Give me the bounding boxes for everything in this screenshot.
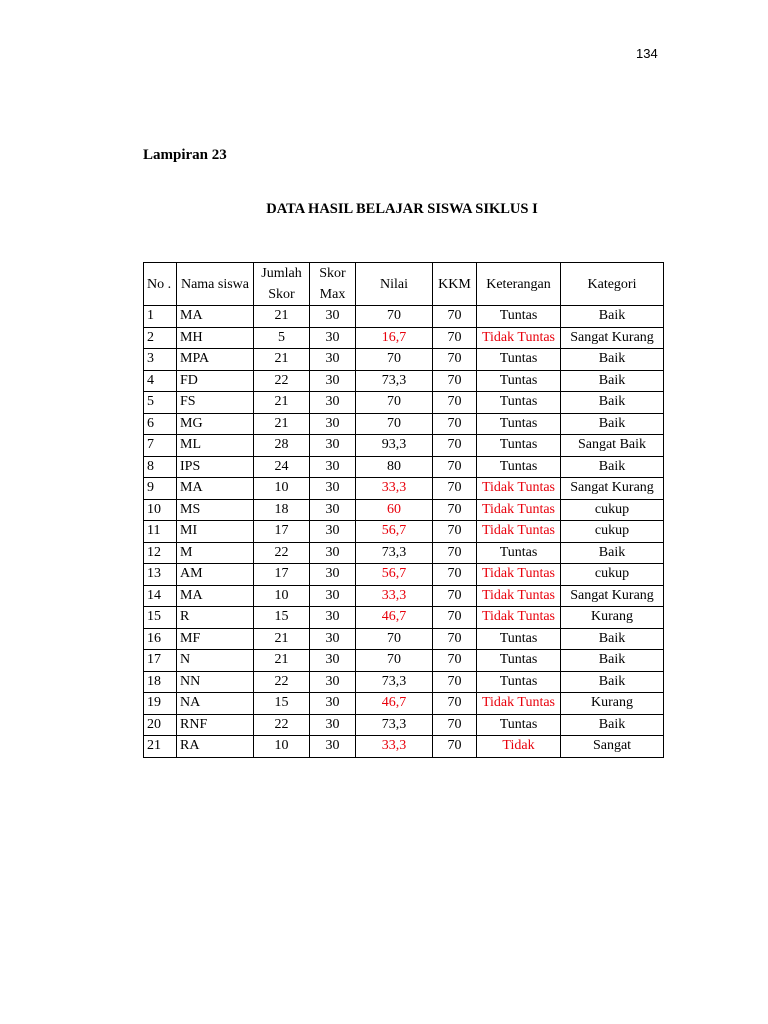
- cell-no: 1: [144, 306, 177, 328]
- cell-kkm: 70: [433, 349, 477, 371]
- cell-nilai: 33,3: [356, 585, 433, 607]
- cell-nama-siswa: ML: [177, 435, 254, 457]
- cell-no: 12: [144, 542, 177, 564]
- cell-jumlah-skor: 10: [254, 585, 310, 607]
- cell-kategori: Baik: [561, 413, 664, 435]
- header-skor-max: Skor Max: [310, 263, 356, 306]
- cell-skor-max: 30: [310, 650, 356, 672]
- cell-keterangan: Tuntas: [477, 435, 561, 457]
- cell-kkm: 70: [433, 435, 477, 457]
- cell-kategori: cukup: [561, 521, 664, 543]
- cell-kategori: Baik: [561, 714, 664, 736]
- table-row: [144, 349, 664, 371]
- document-title: DATA HASIL BELAJAR SISWA SIKLUS I: [266, 201, 538, 217]
- cell-no: 8: [144, 456, 177, 478]
- table-row: [144, 413, 664, 435]
- cell-kategori: Baik: [561, 650, 664, 672]
- cell-kkm: 70: [433, 650, 477, 672]
- cell-keterangan: Tuntas: [477, 628, 561, 650]
- table-row: [144, 650, 664, 672]
- cell-nilai: 73,3: [356, 542, 433, 564]
- cell-nilai: 73,3: [356, 370, 433, 392]
- cell-no: 6: [144, 413, 177, 435]
- cell-nilai: 33,3: [356, 736, 433, 758]
- cell-kkm: 70: [433, 327, 477, 349]
- cell-skor-max: 30: [310, 435, 356, 457]
- cell-kkm: 70: [433, 521, 477, 543]
- cell-skor-max: 30: [310, 521, 356, 543]
- cell-kkm: 70: [433, 564, 477, 586]
- cell-nama-siswa: MA: [177, 306, 254, 328]
- cell-jumlah-skor: 15: [254, 693, 310, 715]
- cell-no: 5: [144, 392, 177, 414]
- cell-skor-max: 30: [310, 542, 356, 564]
- cell-keterangan: Tidak: [477, 736, 561, 758]
- header-nilai: Nilai: [356, 263, 433, 306]
- cell-nama-siswa: FS: [177, 392, 254, 414]
- cell-keterangan: Tuntas: [477, 306, 561, 328]
- cell-jumlah-skor: 17: [254, 564, 310, 586]
- cell-nilai: 70: [356, 413, 433, 435]
- cell-kkm: 70: [433, 306, 477, 328]
- table-row: [144, 521, 664, 543]
- cell-nama-siswa: AM: [177, 564, 254, 586]
- cell-skor-max: 30: [310, 370, 356, 392]
- cell-nama-siswa: NN: [177, 671, 254, 693]
- cell-jumlah-skor: 17: [254, 521, 310, 543]
- cell-kategori: Baik: [561, 456, 664, 478]
- cell-keterangan: Tuntas: [477, 542, 561, 564]
- table-row: [144, 736, 664, 758]
- cell-keterangan: Tuntas: [477, 370, 561, 392]
- cell-nama-siswa: MS: [177, 499, 254, 521]
- cell-nilai: 80: [356, 456, 433, 478]
- cell-jumlah-skor: 22: [254, 671, 310, 693]
- cell-kkm: 70: [433, 413, 477, 435]
- cell-jumlah-skor: 15: [254, 607, 310, 629]
- cell-keterangan: Tuntas: [477, 671, 561, 693]
- appendix-label: Lampiran 23: [143, 147, 227, 163]
- table-row: [144, 564, 664, 586]
- cell-kkm: 70: [433, 542, 477, 564]
- cell-skor-max: 30: [310, 499, 356, 521]
- cell-jumlah-skor: 22: [254, 542, 310, 564]
- table-row: [144, 306, 664, 328]
- cell-no: 16: [144, 628, 177, 650]
- cell-kkm: 70: [433, 585, 477, 607]
- cell-skor-max: 30: [310, 693, 356, 715]
- cell-skor-max: 30: [310, 327, 356, 349]
- cell-keterangan: Tuntas: [477, 456, 561, 478]
- table-row: [144, 542, 664, 564]
- header-nama-siswa: Nama siswa: [177, 263, 254, 306]
- cell-kategori: Sangat Baik: [561, 435, 664, 457]
- cell-keterangan: Tidak Tuntas: [477, 585, 561, 607]
- cell-skor-max: 30: [310, 413, 356, 435]
- header-keterangan: Keterangan: [477, 263, 561, 306]
- cell-no: 15: [144, 607, 177, 629]
- cell-nama-siswa: RNF: [177, 714, 254, 736]
- cell-jumlah-skor: 24: [254, 456, 310, 478]
- cell-nama-siswa: MPA: [177, 349, 254, 371]
- cell-nilai: 56,7: [356, 564, 433, 586]
- cell-no: 4: [144, 370, 177, 392]
- cell-kkm: 70: [433, 671, 477, 693]
- cell-kategori: Baik: [561, 349, 664, 371]
- cell-kkm: 70: [433, 693, 477, 715]
- table-row: [144, 456, 664, 478]
- table-row: [144, 499, 664, 521]
- cell-nilai: 46,7: [356, 607, 433, 629]
- cell-no: 10: [144, 499, 177, 521]
- cell-keterangan: Tuntas: [477, 413, 561, 435]
- cell-nama-siswa: N: [177, 650, 254, 672]
- cell-jumlah-skor: 21: [254, 392, 310, 414]
- cell-no: 3: [144, 349, 177, 371]
- cell-skor-max: 30: [310, 392, 356, 414]
- cell-nilai: 16,7: [356, 327, 433, 349]
- cell-no: 18: [144, 671, 177, 693]
- cell-no: 11: [144, 521, 177, 543]
- cell-skor-max: 30: [310, 349, 356, 371]
- cell-nama-siswa: MG: [177, 413, 254, 435]
- page-number: 134: [636, 46, 658, 61]
- cell-keterangan: Tuntas: [477, 650, 561, 672]
- cell-nilai: 70: [356, 628, 433, 650]
- cell-jumlah-skor: 10: [254, 736, 310, 758]
- cell-skor-max: 30: [310, 306, 356, 328]
- cell-jumlah-skor: 10: [254, 478, 310, 500]
- cell-kategori: Baik: [561, 392, 664, 414]
- cell-nilai: 70: [356, 306, 433, 328]
- cell-kkm: 70: [433, 714, 477, 736]
- cell-skor-max: 30: [310, 585, 356, 607]
- cell-kategori: Kurang: [561, 607, 664, 629]
- cell-kategori: cukup: [561, 499, 664, 521]
- cell-jumlah-skor: 21: [254, 349, 310, 371]
- cell-jumlah-skor: 22: [254, 714, 310, 736]
- cell-no: 7: [144, 435, 177, 457]
- cell-kategori: Kurang: [561, 693, 664, 715]
- cell-nama-siswa: MI: [177, 521, 254, 543]
- table-row: [144, 693, 664, 715]
- cell-skor-max: 30: [310, 736, 356, 758]
- cell-nilai: 56,7: [356, 521, 433, 543]
- cell-skor-max: 30: [310, 478, 356, 500]
- cell-kkm: 70: [433, 628, 477, 650]
- cell-kkm: 70: [433, 499, 477, 521]
- cell-no: 21: [144, 736, 177, 758]
- table-row: [144, 327, 664, 349]
- table-row: [144, 585, 664, 607]
- cell-keterangan: Tuntas: [477, 714, 561, 736]
- cell-nama-siswa: MH: [177, 327, 254, 349]
- table-row: [144, 607, 664, 629]
- table-row: [144, 628, 664, 650]
- cell-nilai: 73,3: [356, 714, 433, 736]
- cell-nilai: 73,3: [356, 671, 433, 693]
- cell-keterangan: Tidak Tuntas: [477, 693, 561, 715]
- cell-kkm: 70: [433, 736, 477, 758]
- cell-keterangan: Tidak Tuntas: [477, 327, 561, 349]
- cell-kategori: Sangat: [561, 736, 664, 758]
- cell-no: 13: [144, 564, 177, 586]
- cell-keterangan: Tidak Tuntas: [477, 499, 561, 521]
- cell-keterangan: Tidak Tuntas: [477, 478, 561, 500]
- cell-jumlah-skor: 28: [254, 435, 310, 457]
- cell-nilai: 70: [356, 650, 433, 672]
- cell-no: 17: [144, 650, 177, 672]
- cell-skor-max: 30: [310, 714, 356, 736]
- table-row: [144, 370, 664, 392]
- cell-nilai: 60: [356, 499, 433, 521]
- cell-nama-siswa: RA: [177, 736, 254, 758]
- cell-jumlah-skor: 5: [254, 327, 310, 349]
- table-row: [144, 435, 664, 457]
- cell-nama-siswa: MF: [177, 628, 254, 650]
- cell-keterangan: Tidak Tuntas: [477, 521, 561, 543]
- cell-kategori: Sangat Kurang: [561, 327, 664, 349]
- cell-nama-siswa: MA: [177, 478, 254, 500]
- cell-no: 2: [144, 327, 177, 349]
- cell-keterangan: Tidak Tuntas: [477, 564, 561, 586]
- cell-kategori: Baik: [561, 671, 664, 693]
- cell-kategori: cukup: [561, 564, 664, 586]
- cell-jumlah-skor: 18: [254, 499, 310, 521]
- cell-kategori: Baik: [561, 370, 664, 392]
- cell-jumlah-skor: 21: [254, 413, 310, 435]
- cell-skor-max: 30: [310, 456, 356, 478]
- cell-nama-siswa: M: [177, 542, 254, 564]
- cell-kkm: 70: [433, 370, 477, 392]
- cell-kategori: Sangat Kurang: [561, 478, 664, 500]
- cell-nilai: 70: [356, 392, 433, 414]
- table-row: [144, 478, 664, 500]
- cell-nama-siswa: MA: [177, 585, 254, 607]
- cell-keterangan: Tidak Tuntas: [477, 607, 561, 629]
- cell-kkm: 70: [433, 478, 477, 500]
- cell-kkm: 70: [433, 607, 477, 629]
- cell-jumlah-skor: 22: [254, 370, 310, 392]
- header-no: No .: [144, 263, 177, 306]
- cell-nama-siswa: R: [177, 607, 254, 629]
- header-kategori: Kategori: [561, 263, 664, 306]
- table-header-row: [144, 263, 664, 306]
- cell-kategori: Baik: [561, 628, 664, 650]
- table-row: [144, 392, 664, 414]
- cell-skor-max: 30: [310, 671, 356, 693]
- cell-kategori: Baik: [561, 542, 664, 564]
- cell-kategori: Baik: [561, 306, 664, 328]
- cell-nama-siswa: NA: [177, 693, 254, 715]
- cell-skor-max: 30: [310, 607, 356, 629]
- cell-keterangan: Tuntas: [477, 349, 561, 371]
- cell-no: 9: [144, 478, 177, 500]
- table-row: [144, 714, 664, 736]
- cell-kategori: Sangat Kurang: [561, 585, 664, 607]
- table-row: [144, 671, 664, 693]
- cell-jumlah-skor: 21: [254, 306, 310, 328]
- cell-nilai: 33,3: [356, 478, 433, 500]
- cell-jumlah-skor: 21: [254, 650, 310, 672]
- cell-skor-max: 30: [310, 628, 356, 650]
- cell-nama-siswa: IPS: [177, 456, 254, 478]
- cell-nilai: 93,3: [356, 435, 433, 457]
- cell-no: 19: [144, 693, 177, 715]
- cell-keterangan: Tuntas: [477, 392, 561, 414]
- cell-kkm: 70: [433, 456, 477, 478]
- cell-no: 20: [144, 714, 177, 736]
- header-jumlah-skor: Jumlah Skor: [254, 263, 310, 306]
- cell-nama-siswa: FD: [177, 370, 254, 392]
- cell-jumlah-skor: 21: [254, 628, 310, 650]
- cell-no: 14: [144, 585, 177, 607]
- cell-skor-max: 30: [310, 564, 356, 586]
- header-kkm: KKM: [433, 263, 477, 306]
- cell-kkm: 70: [433, 392, 477, 414]
- cell-nilai: 70: [356, 349, 433, 371]
- cell-nilai: 46,7: [356, 693, 433, 715]
- results-table: [143, 262, 664, 758]
